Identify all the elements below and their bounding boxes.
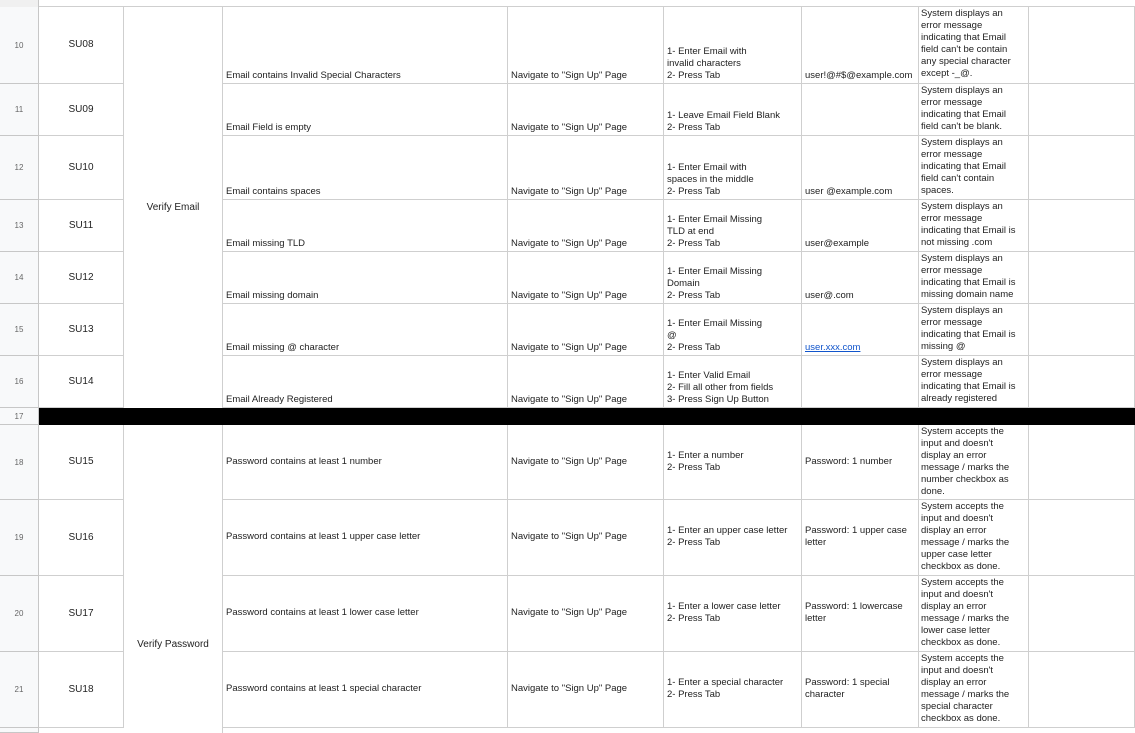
cell-steps[interactable]	[664, 200, 802, 252]
cell-data[interactable]	[802, 652, 919, 728]
row-number[interactable]: 11	[0, 84, 39, 136]
cell-expected[interactable]	[919, 252, 1029, 304]
cell-extra[interactable]	[1029, 252, 1135, 304]
cell-text: SU12	[68, 271, 94, 283]
cell-extra[interactable]	[1029, 356, 1135, 408]
cell-pre[interactable]	[508, 652, 664, 728]
cell-pre[interactable]	[508, 500, 664, 576]
cell-pre[interactable]	[508, 136, 664, 200]
row-number[interactable]: 21	[0, 652, 39, 728]
cell-steps[interactable]	[664, 136, 802, 200]
cell-data[interactable]	[802, 7, 919, 84]
cell-id[interactable]	[39, 652, 124, 728]
cell-title[interactable]	[223, 252, 508, 304]
cell-title[interactable]	[223, 84, 508, 136]
cell-text: Password: 1 lowercase letter	[805, 601, 903, 624]
cell-steps[interactable]	[664, 652, 802, 728]
row-number[interactable]: 20	[0, 576, 39, 652]
cell-title[interactable]	[223, 7, 508, 84]
cell-text: 1- Enter Valid Email 2- Fill all other from fields 3- Press Sign Up Button	[667, 370, 774, 405]
cell-steps[interactable]	[664, 356, 802, 408]
cell-text: 1- Enter Email Missing Domain 2- Press Tab	[667, 266, 763, 301]
cell-title[interactable]	[223, 136, 508, 200]
cell-text: System accepts the input and doesn't display an error message / marks the number checkbox as done.	[921, 426, 1010, 497]
cell-data[interactable]	[802, 304, 919, 356]
group-label: Verify Password	[137, 639, 209, 650]
cell-title[interactable]	[223, 425, 508, 500]
cell-expected[interactable]	[919, 84, 1029, 136]
cell-text: System displays an error message indicating that Email is not missing .com	[921, 201, 1016, 248]
cell-id[interactable]	[39, 252, 124, 304]
cell-text: Navigate to "Sign Up" Page	[511, 290, 628, 301]
cell-expected[interactable]	[919, 500, 1029, 576]
cell-id[interactable]	[39, 500, 124, 576]
cell-pre[interactable]	[508, 304, 664, 356]
cell-text: Password contains at least 1 lower case letter	[226, 607, 419, 618]
group-cell-email[interactable]	[124, 7, 223, 408]
cell-text: user @example.com	[805, 186, 893, 197]
cell-data[interactable]	[802, 576, 919, 652]
cell-text: SU17	[68, 607, 94, 619]
cell-title[interactable]	[223, 356, 508, 408]
cell-text: user@.com	[805, 290, 854, 301]
cell-text: Navigate to "Sign Up" Page	[511, 531, 628, 542]
cell-text: Email Already Registered	[226, 394, 333, 405]
row-number[interactable]: 16	[0, 356, 39, 408]
cell-data[interactable]	[802, 356, 919, 408]
cell-text: SU14	[68, 375, 94, 387]
cell-expected[interactable]	[919, 7, 1029, 84]
cell-text: 1- Leave Email Field Blank 2- Press Tab	[667, 110, 780, 133]
previous-row-strip	[0, 0, 1135, 7]
group-cell-password[interactable]	[124, 425, 223, 733]
cell-extra[interactable]	[1029, 136, 1135, 200]
cell-text: 1- Enter a lower case letter 2- Press Tab	[667, 601, 781, 624]
cell-text: 1- Enter Email with invalid characters 2- Press Tab	[667, 46, 747, 81]
cell-steps[interactable]	[664, 500, 802, 576]
cell-pre[interactable]	[508, 576, 664, 652]
cell-expected[interactable]	[919, 136, 1029, 200]
cell-text: 1- Enter Email Missing TLD at end 2- Press Tab	[667, 214, 763, 249]
cell-text: SU18	[68, 683, 94, 695]
cell-title[interactable]	[223, 304, 508, 356]
cell-text: user!@#$@example.com	[805, 70, 913, 81]
cell-expected[interactable]	[919, 576, 1029, 652]
cell-text: System accepts the input and doesn't display an error message / marks the upper case letter checkbox as done.	[921, 501, 1010, 572]
cell-extra[interactable]	[1029, 425, 1135, 500]
email-link[interactable]: user.xxx.com	[805, 342, 861, 353]
cell-text: System displays an error message indicating that Email is already registered	[921, 357, 1016, 404]
cell-text: Email contains Invalid Special Characters	[226, 70, 401, 81]
cell-steps[interactable]	[664, 304, 802, 356]
row-number[interactable]: 18	[0, 425, 39, 500]
cell-text: System displays an error message indicating that Email field can't contain spaces.	[921, 137, 1007, 196]
cell-pre[interactable]	[508, 425, 664, 500]
cell-data[interactable]	[802, 252, 919, 304]
cell-data[interactable]	[802, 200, 919, 252]
cell-pre[interactable]	[508, 84, 664, 136]
row-number[interactable]: 10	[0, 7, 39, 84]
cell-text: SU08	[68, 39, 94, 50]
cell-text: Email missing domain	[226, 290, 319, 301]
cell-data[interactable]	[802, 500, 919, 576]
cell-text: 1- Enter a special character 2- Press Tab	[667, 677, 784, 700]
cell-text: Navigate to "Sign Up" Page	[511, 186, 628, 197]
cell-text: Navigate to "Sign Up" Page	[511, 238, 628, 249]
cell-id[interactable]	[39, 425, 124, 500]
cell-text: Navigate to "Sign Up" Page	[511, 342, 628, 353]
cell-title[interactable]	[223, 576, 508, 652]
cell-text: System displays an error message indicating that Email field can't be blank.	[921, 85, 1007, 132]
cell-text: Navigate to "Sign Up" Page	[511, 455, 628, 467]
cell-data[interactable]	[802, 425, 919, 500]
cell-text: Navigate to "Sign Up" Page	[511, 607, 628, 618]
row-number-partial[interactable]	[0, 728, 39, 733]
cell-text: 1- Enter an upper case letter 2- Press Tab	[667, 525, 788, 548]
cell-extra[interactable]	[1029, 652, 1135, 728]
cell-text: Password: 1 upper case letter	[805, 525, 907, 548]
cell-extra[interactable]	[1029, 576, 1135, 652]
cell-id[interactable]	[39, 7, 124, 84]
cell-text: Password: 1 number	[805, 455, 893, 467]
cell-text: 1- Enter a number 2- Press Tab	[667, 449, 744, 473]
cell-steps[interactable]	[664, 252, 802, 304]
row-number[interactable]: 19	[0, 500, 39, 576]
cell-text: SU11	[68, 219, 94, 231]
cell-data[interactable]	[802, 84, 919, 136]
cell-text: System accepts the input and doesn't display an error message / marks the lower case letter checkbox as done.	[921, 577, 1010, 648]
cell-pre[interactable]	[508, 7, 664, 84]
cell-id[interactable]	[39, 84, 124, 136]
cell-extra[interactable]	[1029, 200, 1135, 252]
cell-id[interactable]	[39, 356, 124, 408]
cell-text: System displays an error message indicating that Email field can't be contain any special character except -_@.	[921, 8, 1011, 79]
cell-expected[interactable]	[919, 652, 1029, 728]
cell-text: Navigate to "Sign Up" Page	[511, 122, 628, 133]
cell-text: Password contains at least 1 number	[226, 455, 382, 467]
row-number[interactable]: 12	[0, 136, 39, 200]
cell-title[interactable]	[223, 500, 508, 576]
cell-title[interactable]	[223, 200, 508, 252]
cell-pre[interactable]	[508, 252, 664, 304]
cell-text: Navigate to "Sign Up" Page	[511, 70, 628, 81]
separator-row	[39, 408, 1135, 425]
cell-expected[interactable]	[919, 356, 1029, 408]
cell-steps[interactable]	[664, 425, 802, 500]
cell-steps[interactable]	[664, 84, 802, 136]
cell-id[interactable]	[39, 304, 124, 356]
cell-text: SU16	[68, 531, 94, 543]
cell-text: Email missing @ character	[226, 342, 340, 353]
row-number[interactable]: 17	[0, 408, 39, 425]
row-number[interactable]: 13	[0, 200, 39, 252]
cell-text: 1- Enter Email with spaces in the middle 2- Press Tab	[667, 162, 754, 197]
cell-id[interactable]	[39, 576, 124, 652]
cell-text: Navigate to "Sign Up" Page	[511, 394, 628, 405]
cell-text: SU10	[68, 161, 94, 173]
row-number[interactable]: 15	[0, 304, 39, 356]
cell-text: Email Field is empty	[226, 122, 311, 133]
cell-expected[interactable]	[919, 200, 1029, 252]
cell-text: SU15	[68, 456, 94, 467]
cell-text: Password contains at least 1 special character	[226, 683, 422, 694]
cell-title[interactable]	[223, 652, 508, 728]
cell-expected[interactable]	[919, 304, 1029, 356]
row-number[interactable]: 14	[0, 252, 39, 304]
cell-pre[interactable]	[508, 356, 664, 408]
cell-text: 1- Enter Email Missing @ 2- Press Tab	[667, 318, 763, 353]
cell-text: Password: 1 special character	[805, 677, 890, 700]
cell-pre[interactable]	[508, 200, 664, 252]
cell-extra[interactable]	[1029, 304, 1135, 356]
cell-text: System displays an error message indicating that Email is missing @	[921, 305, 1016, 352]
cell-steps[interactable]	[664, 576, 802, 652]
cell-extra[interactable]	[1029, 500, 1135, 576]
cell-text: Email contains spaces	[226, 186, 321, 197]
cell-extra[interactable]	[1029, 7, 1135, 84]
cell-text: Password contains at least 1 upper case letter	[226, 531, 421, 542]
cell-extra[interactable]	[1029, 84, 1135, 136]
cell-text: Email missing TLD	[226, 238, 306, 249]
cell-steps[interactable]	[664, 7, 802, 84]
cell-text: SU13	[68, 323, 94, 335]
cell-text: System accepts the input and doesn't display an error message / marks the special character checkbox as done.	[921, 653, 1010, 724]
cell-data[interactable]	[802, 136, 919, 200]
cell-text: SU09	[68, 103, 94, 115]
cell-expected[interactable]	[919, 425, 1029, 500]
cell-id[interactable]	[39, 200, 124, 252]
cell-id[interactable]	[39, 136, 124, 200]
cell-text: Navigate to "Sign Up" Page	[511, 683, 628, 694]
cell-text: System displays an error message indicating that Email is missing domain name	[921, 253, 1016, 300]
group-label: Verify Email	[146, 202, 200, 213]
cell-text: user@example	[805, 238, 870, 249]
